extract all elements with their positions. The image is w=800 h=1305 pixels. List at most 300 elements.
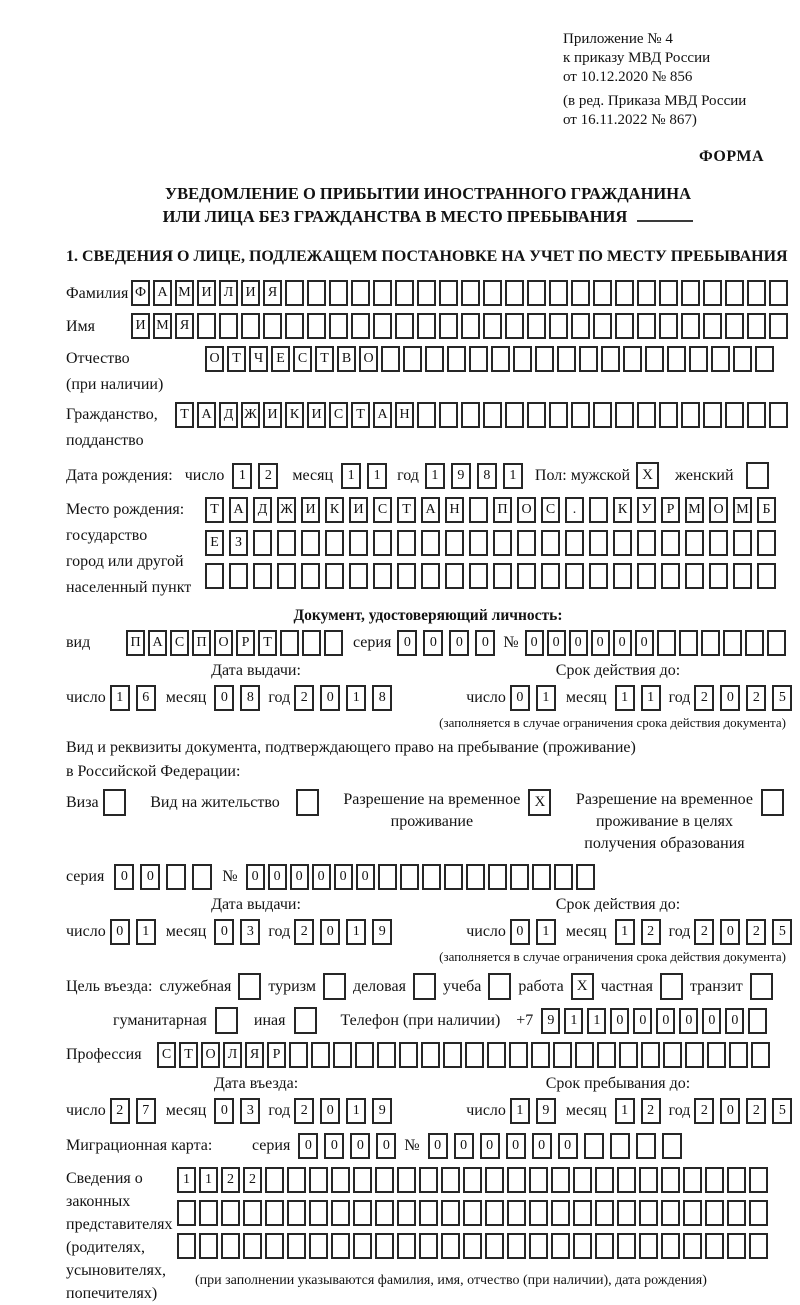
legal-row1-cell-26[interactable] bbox=[749, 1167, 768, 1193]
surname-cells-cell-5[interactable]: И bbox=[241, 280, 260, 306]
residence-number-cells-cell-7[interactable] bbox=[400, 864, 419, 890]
citizenship-cells-cell-19[interactable] bbox=[593, 402, 612, 428]
stay-year-cells-cell-3[interactable]: 5 bbox=[772, 1098, 792, 1124]
surname-cells-cell-24[interactable] bbox=[659, 280, 678, 306]
given-name-cells-cell-21[interactable] bbox=[593, 313, 612, 339]
legal-row1-cell-2[interactable]: 2 bbox=[221, 1167, 240, 1193]
doc-number-cells-cell-3[interactable]: 0 bbox=[591, 630, 610, 656]
legal-row1-cell-9[interactable] bbox=[375, 1167, 394, 1193]
migration-number-cells-cell-5[interactable]: 0 bbox=[558, 1133, 578, 1159]
legal-row2-cell-19[interactable] bbox=[595, 1200, 614, 1226]
citizenship-cells-cell-4[interactable]: И bbox=[263, 402, 282, 428]
given-name-cells-cell-14[interactable] bbox=[439, 313, 458, 339]
legal-row2-cell-2[interactable] bbox=[221, 1200, 240, 1226]
legal-row2-cell-15[interactable] bbox=[507, 1200, 526, 1226]
doc-type-cells-cell-2[interactable]: С bbox=[170, 630, 189, 656]
doc-issue-year-cells-cell-3[interactable]: 8 bbox=[372, 685, 392, 711]
legal-row3-cell-16[interactable] bbox=[529, 1233, 548, 1259]
legal-row3-cell-5[interactable] bbox=[287, 1233, 306, 1259]
migration-series-cells-cell-2[interactable]: 0 bbox=[350, 1133, 370, 1159]
phone-cells-cell-5[interactable]: 0 bbox=[656, 1008, 675, 1034]
birth-month-cells-cell-1[interactable]: 1 bbox=[367, 463, 387, 489]
surname-cells-cell-21[interactable] bbox=[593, 280, 612, 306]
given-name-cells-cell-18[interactable] bbox=[527, 313, 546, 339]
legal-row1-cell-16[interactable] bbox=[529, 1167, 548, 1193]
patronymic-cells-cell-4[interactable]: С bbox=[293, 346, 312, 372]
birth-place-row1-cell-22[interactable]: М bbox=[733, 497, 752, 523]
profession-cells-cell-15[interactable] bbox=[487, 1042, 506, 1068]
citizenship-cells-cell-15[interactable] bbox=[505, 402, 524, 428]
given-name-cells-cell-8[interactable] bbox=[307, 313, 326, 339]
birth-place-row3-cell-1[interactable] bbox=[229, 563, 248, 589]
doc-expiry-year-cells-cell-0[interactable]: 2 bbox=[694, 685, 714, 711]
residence-number-cells-cell-2[interactable]: 0 bbox=[290, 864, 309, 890]
legal-row1-cell-19[interactable] bbox=[595, 1167, 614, 1193]
surname-cells-cell-3[interactable]: И bbox=[197, 280, 216, 306]
doc-expiry-day-cells-cell-0[interactable]: 0 bbox=[510, 685, 530, 711]
purpose-work-checkbox[interactable]: X bbox=[571, 973, 594, 1000]
residence-series-cells-cell-1[interactable]: 0 bbox=[140, 864, 160, 890]
legal-row3-cell-4[interactable] bbox=[265, 1233, 284, 1259]
patronymic-cells-cell-0[interactable]: О bbox=[205, 346, 224, 372]
given-name-cells-cell-1[interactable]: М bbox=[153, 313, 172, 339]
doc-issue-year-cells-cell-1[interactable]: 0 bbox=[320, 685, 340, 711]
profession-cells-cell-1[interactable]: Т bbox=[179, 1042, 198, 1068]
doc-number-cells-cell-1[interactable]: 0 bbox=[547, 630, 566, 656]
migration-number-cells-cell-4[interactable]: 0 bbox=[532, 1133, 552, 1159]
residence-issue-day-cells-cell-1[interactable]: 1 bbox=[136, 919, 156, 945]
stay-year-cells-cell-2[interactable]: 2 bbox=[746, 1098, 766, 1124]
residence-number-cells-cell-8[interactable] bbox=[422, 864, 441, 890]
purpose-other-checkbox[interactable] bbox=[294, 1007, 317, 1034]
profession-cells-cell-27[interactable] bbox=[751, 1042, 770, 1068]
legal-row2-cell-17[interactable] bbox=[551, 1200, 570, 1226]
surname-cells-cell-8[interactable] bbox=[307, 280, 326, 306]
birth-year-cells-cell-1[interactable]: 9 bbox=[451, 463, 471, 489]
legal-row1-cell-13[interactable] bbox=[463, 1167, 482, 1193]
purpose-official-checkbox[interactable] bbox=[238, 973, 261, 1000]
birth-place-row3-cell-2[interactable] bbox=[253, 563, 272, 589]
profession-cells-cell-8[interactable] bbox=[333, 1042, 352, 1068]
purpose-tourism-checkbox[interactable] bbox=[323, 973, 346, 1000]
birth-place-row1-cell-11[interactable] bbox=[469, 497, 488, 523]
citizenship-cells-cell-2[interactable]: Д bbox=[219, 402, 238, 428]
doc-issue-year-cells-cell-2[interactable]: 1 bbox=[346, 685, 366, 711]
birth-year-cells-cell-3[interactable]: 1 bbox=[503, 463, 523, 489]
surname-cells-cell-1[interactable]: А bbox=[153, 280, 172, 306]
residence-issue-year-cells-cell-3[interactable]: 9 bbox=[372, 919, 392, 945]
legal-row1-cell-24[interactable] bbox=[705, 1167, 724, 1193]
surname-cells-cell-4[interactable]: Л bbox=[219, 280, 238, 306]
birth-place-row3-cell-5[interactable] bbox=[325, 563, 344, 589]
doc-expiry-year-cells-cell-2[interactable]: 2 bbox=[746, 685, 766, 711]
citizenship-cells-cell-1[interactable]: А bbox=[197, 402, 216, 428]
citizenship-cells-cell-23[interactable] bbox=[681, 402, 700, 428]
citizenship-cells-cell-25[interactable] bbox=[725, 402, 744, 428]
given-name-cells-cell-3[interactable] bbox=[197, 313, 216, 339]
citizenship-cells-cell-18[interactable] bbox=[571, 402, 590, 428]
citizenship-cells-cell-16[interactable] bbox=[527, 402, 546, 428]
residence-series-cells-cell-0[interactable]: 0 bbox=[114, 864, 134, 890]
birth-place-row1-cell-10[interactable]: Н bbox=[445, 497, 464, 523]
profession-cells-cell-18[interactable] bbox=[553, 1042, 572, 1068]
birth-place-row1-cell-8[interactable]: Т bbox=[397, 497, 416, 523]
legal-row3-cell-2[interactable] bbox=[221, 1233, 240, 1259]
citizenship-cells-cell-6[interactable]: И bbox=[307, 402, 326, 428]
birth-place-row1-cell-15[interactable]: . bbox=[565, 497, 584, 523]
legal-row3-cell-15[interactable] bbox=[507, 1233, 526, 1259]
legal-row3-cell-3[interactable] bbox=[243, 1233, 262, 1259]
doc-type-cells-cell-0[interactable]: П bbox=[126, 630, 145, 656]
visa-checkbox[interactable] bbox=[103, 789, 126, 816]
sex-male-checkbox[interactable]: X bbox=[636, 462, 659, 489]
profession-cells-cell-12[interactable] bbox=[421, 1042, 440, 1068]
patronymic-cells-cell-13[interactable] bbox=[491, 346, 510, 372]
legal-row3-cell-14[interactable] bbox=[485, 1233, 504, 1259]
surname-cells-cell-18[interactable] bbox=[527, 280, 546, 306]
phone-cells-cell-8[interactable]: 0 bbox=[725, 1008, 744, 1034]
surname-cells-cell-7[interactable] bbox=[285, 280, 304, 306]
given-name-cells-cell-12[interactable] bbox=[395, 313, 414, 339]
legal-row2-cell-22[interactable] bbox=[661, 1200, 680, 1226]
stay-year-cells-cell-0[interactable]: 2 bbox=[694, 1098, 714, 1124]
birth-place-row2-cell-15[interactable] bbox=[565, 530, 584, 556]
migration-number-cells-cell-1[interactable]: 0 bbox=[454, 1133, 474, 1159]
entry-month-cells-cell-0[interactable]: 0 bbox=[214, 1098, 234, 1124]
given-name-cells-cell-29[interactable] bbox=[769, 313, 788, 339]
given-name-cells-cell-6[interactable] bbox=[263, 313, 282, 339]
surname-cells-cell-15[interactable] bbox=[461, 280, 480, 306]
birth-place-row3-cell-8[interactable] bbox=[397, 563, 416, 589]
given-name-cells-cell-4[interactable] bbox=[219, 313, 238, 339]
surname-cells-cell-0[interactable]: Ф bbox=[131, 280, 150, 306]
surname-cells-cell-19[interactable] bbox=[549, 280, 568, 306]
legal-row3-cell-9[interactable] bbox=[375, 1233, 394, 1259]
residence-issue-month-cells-cell-0[interactable]: 0 bbox=[214, 919, 234, 945]
doc-issue-month-cells-cell-1[interactable]: 8 bbox=[240, 685, 260, 711]
doc-number-cells-cell-8[interactable] bbox=[701, 630, 720, 656]
citizenship-cells-cell-0[interactable]: Т bbox=[175, 402, 194, 428]
residence-issue-year-cells-cell-1[interactable]: 0 bbox=[320, 919, 340, 945]
patronymic-cells-cell-22[interactable] bbox=[689, 346, 708, 372]
patronymic-cells-cell-7[interactable]: О bbox=[359, 346, 378, 372]
legal-row1-cell-14[interactable] bbox=[485, 1167, 504, 1193]
residence-number-cells-cell-9[interactable] bbox=[444, 864, 463, 890]
legal-row1-cell-7[interactable] bbox=[331, 1167, 350, 1193]
surname-cells-cell-26[interactable] bbox=[703, 280, 722, 306]
legal-row1-cell-11[interactable] bbox=[419, 1167, 438, 1193]
given-name-cells-cell-0[interactable]: И bbox=[131, 313, 150, 339]
birth-place-row3-cell-14[interactable] bbox=[541, 563, 560, 589]
entry-day-cells-cell-1[interactable]: 7 bbox=[136, 1098, 156, 1124]
legal-row2-cell-4[interactable] bbox=[265, 1200, 284, 1226]
birth-place-row1-cell-6[interactable]: И bbox=[349, 497, 368, 523]
residence-number-cells-cell-12[interactable] bbox=[510, 864, 529, 890]
residence-number-cells-cell-11[interactable] bbox=[488, 864, 507, 890]
legal-row2-cell-13[interactable] bbox=[463, 1200, 482, 1226]
citizenship-cells-cell-17[interactable] bbox=[549, 402, 568, 428]
temp-permit-education-checkbox[interactable] bbox=[761, 789, 784, 816]
birth-place-row3-cell-23[interactable] bbox=[757, 563, 776, 589]
birth-place-row2-cell-6[interactable] bbox=[349, 530, 368, 556]
migration-series-cells-cell-1[interactable]: 0 bbox=[324, 1133, 344, 1159]
surname-cells-cell-12[interactable] bbox=[395, 280, 414, 306]
legal-row3-cell-18[interactable] bbox=[573, 1233, 592, 1259]
legal-row3-cell-10[interactable] bbox=[397, 1233, 416, 1259]
given-name-cells-cell-19[interactable] bbox=[549, 313, 568, 339]
birth-place-row3-cell-3[interactable] bbox=[277, 563, 296, 589]
doc-issue-year-cells-cell-0[interactable]: 2 bbox=[294, 685, 314, 711]
given-name-cells-cell-22[interactable] bbox=[615, 313, 634, 339]
birth-place-row2-cell-23[interactable] bbox=[757, 530, 776, 556]
legal-row1-cell-3[interactable]: 2 bbox=[243, 1167, 262, 1193]
stay-month-cells-cell-1[interactable]: 2 bbox=[641, 1098, 661, 1124]
citizenship-cells-cell-10[interactable]: Н bbox=[395, 402, 414, 428]
migration-number-cells-cell-6[interactable] bbox=[584, 1133, 604, 1159]
birth-place-row2-cell-12[interactable] bbox=[493, 530, 512, 556]
phone-cells-cell-0[interactable]: 9 bbox=[541, 1008, 560, 1034]
residence-issue-year-cells-cell-2[interactable]: 1 bbox=[346, 919, 366, 945]
birth-place-row3-cell-13[interactable] bbox=[517, 563, 536, 589]
doc-issue-month-cells-cell-0[interactable]: 0 bbox=[214, 685, 234, 711]
migration-number-cells-cell-0[interactable]: 0 bbox=[428, 1133, 448, 1159]
patronymic-cells-cell-14[interactable] bbox=[513, 346, 532, 372]
residence-expiry-month-cells-cell-0[interactable]: 1 bbox=[615, 919, 635, 945]
legal-row3-cell-17[interactable] bbox=[551, 1233, 570, 1259]
residence-number-cells-cell-4[interactable]: 0 bbox=[334, 864, 353, 890]
birth-place-row1-cell-19[interactable]: Р bbox=[661, 497, 680, 523]
phone-cells-cell-1[interactable]: 1 bbox=[564, 1008, 583, 1034]
patronymic-cells-cell-15[interactable] bbox=[535, 346, 554, 372]
birth-year-cells-cell-2[interactable]: 8 bbox=[477, 463, 497, 489]
legal-row3-cell-22[interactable] bbox=[661, 1233, 680, 1259]
patronymic-cells-cell-18[interactable] bbox=[601, 346, 620, 372]
legal-row1-cell-15[interactable] bbox=[507, 1167, 526, 1193]
birth-place-row1-cell-18[interactable]: У bbox=[637, 497, 656, 523]
profession-cells-cell-26[interactable] bbox=[729, 1042, 748, 1068]
birth-day-cells-cell-1[interactable]: 2 bbox=[258, 463, 278, 489]
legal-row2-cell-20[interactable] bbox=[617, 1200, 636, 1226]
birth-place-row3-cell-4[interactable] bbox=[301, 563, 320, 589]
birth-place-row2-cell-9[interactable] bbox=[421, 530, 440, 556]
doc-expiry-month-cells-cell-1[interactable]: 1 bbox=[641, 685, 661, 711]
entry-year-cells-cell-0[interactable]: 2 bbox=[294, 1098, 314, 1124]
legal-row2-cell-1[interactable] bbox=[199, 1200, 218, 1226]
purpose-study-checkbox[interactable] bbox=[488, 973, 511, 1000]
doc-type-cells-cell-7[interactable] bbox=[280, 630, 299, 656]
residence-number-cells-cell-10[interactable] bbox=[466, 864, 485, 890]
residence-number-cells-cell-0[interactable]: 0 bbox=[246, 864, 265, 890]
birth-place-row3-cell-0[interactable] bbox=[205, 563, 224, 589]
patronymic-cells-cell-5[interactable]: Т bbox=[315, 346, 334, 372]
given-name-cells-cell-28[interactable] bbox=[747, 313, 766, 339]
birth-place-row2-cell-5[interactable] bbox=[325, 530, 344, 556]
birth-place-row1-cell-0[interactable]: Т bbox=[205, 497, 224, 523]
citizenship-cells-cell-20[interactable] bbox=[615, 402, 634, 428]
citizenship-cells-cell-26[interactable] bbox=[747, 402, 766, 428]
doc-type-cells-cell-4[interactable]: О bbox=[214, 630, 233, 656]
surname-cells-cell-10[interactable] bbox=[351, 280, 370, 306]
stay-day-cells-cell-0[interactable]: 1 bbox=[510, 1098, 530, 1124]
phone-cells-cell-4[interactable]: 0 bbox=[633, 1008, 652, 1034]
patronymic-cells-cell-12[interactable] bbox=[469, 346, 488, 372]
birth-place-row2-cell-2[interactable] bbox=[253, 530, 272, 556]
legal-row2-cell-24[interactable] bbox=[705, 1200, 724, 1226]
birth-place-row1-cell-4[interactable]: И bbox=[301, 497, 320, 523]
temp-permit-checkbox[interactable]: X bbox=[528, 789, 551, 816]
stay-day-cells-cell-1[interactable]: 9 bbox=[536, 1098, 556, 1124]
doc-expiry-year-cells-cell-3[interactable]: 5 bbox=[772, 685, 792, 711]
profession-cells-cell-13[interactable] bbox=[443, 1042, 462, 1068]
doc-number-cells-cell-4[interactable]: 0 bbox=[613, 630, 632, 656]
given-name-cells-cell-15[interactable] bbox=[461, 313, 480, 339]
legal-row2-cell-12[interactable] bbox=[441, 1200, 460, 1226]
legal-row1-cell-25[interactable] bbox=[727, 1167, 746, 1193]
patronymic-cells-cell-6[interactable]: В bbox=[337, 346, 356, 372]
birth-place-row1-cell-17[interactable]: К bbox=[613, 497, 632, 523]
given-name-cells-cell-25[interactable] bbox=[681, 313, 700, 339]
patronymic-cells-cell-11[interactable] bbox=[447, 346, 466, 372]
doc-type-cells-cell-6[interactable]: Т bbox=[258, 630, 277, 656]
given-name-cells-cell-9[interactable] bbox=[329, 313, 348, 339]
given-name-cells-cell-24[interactable] bbox=[659, 313, 678, 339]
patronymic-cells-cell-19[interactable] bbox=[623, 346, 642, 372]
legal-row2-cell-6[interactable] bbox=[309, 1200, 328, 1226]
birth-place-row3-cell-19[interactable] bbox=[661, 563, 680, 589]
surname-cells-cell-16[interactable] bbox=[483, 280, 502, 306]
profession-cells-cell-5[interactable]: Р bbox=[267, 1042, 286, 1068]
entry-day-cells-cell-0[interactable]: 2 bbox=[110, 1098, 130, 1124]
profession-cells-cell-0[interactable]: С bbox=[157, 1042, 176, 1068]
legal-row2-cell-0[interactable] bbox=[177, 1200, 196, 1226]
birth-place-row3-cell-10[interactable] bbox=[445, 563, 464, 589]
birth-year-cells-cell-0[interactable]: 1 bbox=[425, 463, 445, 489]
birth-place-row3-cell-18[interactable] bbox=[637, 563, 656, 589]
migration-number-cells-cell-2[interactable]: 0 bbox=[480, 1133, 500, 1159]
doc-number-cells-cell-9[interactable] bbox=[723, 630, 742, 656]
patronymic-cells-cell-2[interactable]: Ч bbox=[249, 346, 268, 372]
phone-cells-cell-9[interactable] bbox=[748, 1008, 767, 1034]
citizenship-cells-cell-3[interactable]: Ж bbox=[241, 402, 260, 428]
birth-place-row3-cell-21[interactable] bbox=[709, 563, 728, 589]
birth-place-row3-cell-7[interactable] bbox=[373, 563, 392, 589]
legal-row2-cell-3[interactable] bbox=[243, 1200, 262, 1226]
legal-row3-cell-12[interactable] bbox=[441, 1233, 460, 1259]
entry-month-cells-cell-1[interactable]: 3 bbox=[240, 1098, 260, 1124]
surname-cells-cell-22[interactable] bbox=[615, 280, 634, 306]
migration-series-cells-cell-3[interactable]: 0 bbox=[376, 1133, 396, 1159]
residence-issue-day-cells-cell-0[interactable]: 0 bbox=[110, 919, 130, 945]
legal-row3-cell-21[interactable] bbox=[639, 1233, 658, 1259]
given-name-cells-cell-20[interactable] bbox=[571, 313, 590, 339]
purpose-private-checkbox[interactable] bbox=[660, 973, 683, 1000]
birth-place-row2-cell-4[interactable] bbox=[301, 530, 320, 556]
patronymic-cells-cell-8[interactable] bbox=[381, 346, 400, 372]
profession-cells-cell-17[interactable] bbox=[531, 1042, 550, 1068]
legal-row1-cell-21[interactable] bbox=[639, 1167, 658, 1193]
birth-place-row1-cell-5[interactable]: К bbox=[325, 497, 344, 523]
purpose-transit-checkbox[interactable] bbox=[750, 973, 773, 1000]
birth-place-row1-cell-13[interactable]: О bbox=[517, 497, 536, 523]
legal-row1-cell-8[interactable] bbox=[353, 1167, 372, 1193]
birth-place-row3-cell-16[interactable] bbox=[589, 563, 608, 589]
birth-place-row1-cell-21[interactable]: О bbox=[709, 497, 728, 523]
residence-number-cells-cell-3[interactable]: 0 bbox=[312, 864, 331, 890]
residence-issue-year-cells-cell-0[interactable]: 2 bbox=[294, 919, 314, 945]
patronymic-cells-cell-24[interactable] bbox=[733, 346, 752, 372]
phone-cells-cell-2[interactable]: 1 bbox=[587, 1008, 606, 1034]
doc-series-cells-cell-2[interactable]: 0 bbox=[449, 630, 469, 656]
residence-expiry-year-cells-cell-2[interactable]: 2 bbox=[746, 919, 766, 945]
profession-cells-cell-21[interactable] bbox=[619, 1042, 638, 1068]
birth-place-row3-cell-12[interactable] bbox=[493, 563, 512, 589]
birth-place-row2-cell-20[interactable] bbox=[685, 530, 704, 556]
residence-series-cells-cell-2[interactable] bbox=[166, 864, 186, 890]
profession-cells-cell-2[interactable]: О bbox=[201, 1042, 220, 1068]
citizenship-cells-cell-7[interactable]: С bbox=[329, 402, 348, 428]
legal-row2-cell-26[interactable] bbox=[749, 1200, 768, 1226]
residence-series-cells-cell-3[interactable] bbox=[192, 864, 212, 890]
legal-row1-cell-1[interactable]: 1 bbox=[199, 1167, 218, 1193]
legal-row2-cell-25[interactable] bbox=[727, 1200, 746, 1226]
profession-cells-cell-11[interactable] bbox=[399, 1042, 418, 1068]
legal-row1-cell-0[interactable]: 1 bbox=[177, 1167, 196, 1193]
doc-type-cells-cell-9[interactable] bbox=[324, 630, 343, 656]
residence-expiry-year-cells-cell-0[interactable]: 2 bbox=[694, 919, 714, 945]
patronymic-cells-cell-23[interactable] bbox=[711, 346, 730, 372]
residence-number-cells-cell-14[interactable] bbox=[554, 864, 573, 890]
surname-cells-cell-25[interactable] bbox=[681, 280, 700, 306]
patronymic-cells-cell-10[interactable] bbox=[425, 346, 444, 372]
profession-cells-cell-14[interactable] bbox=[465, 1042, 484, 1068]
birth-place-row3-cell-20[interactable] bbox=[685, 563, 704, 589]
birth-place-row2-cell-22[interactable] bbox=[733, 530, 752, 556]
residence-expiry-day-cells-cell-1[interactable]: 1 bbox=[536, 919, 556, 945]
birth-place-row1-cell-9[interactable]: А bbox=[421, 497, 440, 523]
patronymic-cells-cell-17[interactable] bbox=[579, 346, 598, 372]
profession-cells-cell-3[interactable]: Л bbox=[223, 1042, 242, 1068]
entry-year-cells-cell-1[interactable]: 0 bbox=[320, 1098, 340, 1124]
residence-expiry-year-cells-cell-3[interactable]: 5 bbox=[772, 919, 792, 945]
patronymic-cells-cell-9[interactable] bbox=[403, 346, 422, 372]
doc-number-cells-cell-11[interactable] bbox=[767, 630, 786, 656]
residence-number-cells-cell-15[interactable] bbox=[576, 864, 595, 890]
legal-row2-cell-9[interactable] bbox=[375, 1200, 394, 1226]
profession-cells-cell-4[interactable]: Я bbox=[245, 1042, 264, 1068]
migration-number-cells-cell-3[interactable]: 0 bbox=[506, 1133, 526, 1159]
birth-place-row1-cell-16[interactable] bbox=[589, 497, 608, 523]
birth-place-row2-cell-14[interactable] bbox=[541, 530, 560, 556]
birth-place-row3-cell-9[interactable] bbox=[421, 563, 440, 589]
birth-place-row2-cell-21[interactable] bbox=[709, 530, 728, 556]
patronymic-cells-cell-16[interactable] bbox=[557, 346, 576, 372]
birth-place-row1-cell-7[interactable]: С bbox=[373, 497, 392, 523]
profession-cells-cell-23[interactable] bbox=[663, 1042, 682, 1068]
profession-cells-cell-6[interactable] bbox=[289, 1042, 308, 1068]
residence-number-cells-cell-6[interactable] bbox=[378, 864, 397, 890]
birth-place-row1-cell-14[interactable]: С bbox=[541, 497, 560, 523]
surname-cells-cell-2[interactable]: М bbox=[175, 280, 194, 306]
migration-series-cells-cell-0[interactable]: 0 bbox=[298, 1133, 318, 1159]
surname-cells-cell-6[interactable]: Я bbox=[263, 280, 282, 306]
doc-series-cells-cell-1[interactable]: 0 bbox=[423, 630, 443, 656]
profession-cells-cell-7[interactable] bbox=[311, 1042, 330, 1068]
profession-cells-cell-16[interactable] bbox=[509, 1042, 528, 1068]
surname-cells-cell-23[interactable] bbox=[637, 280, 656, 306]
legal-row2-cell-21[interactable] bbox=[639, 1200, 658, 1226]
birth-place-row2-cell-11[interactable] bbox=[469, 530, 488, 556]
migration-number-cells-cell-9[interactable] bbox=[662, 1133, 682, 1159]
